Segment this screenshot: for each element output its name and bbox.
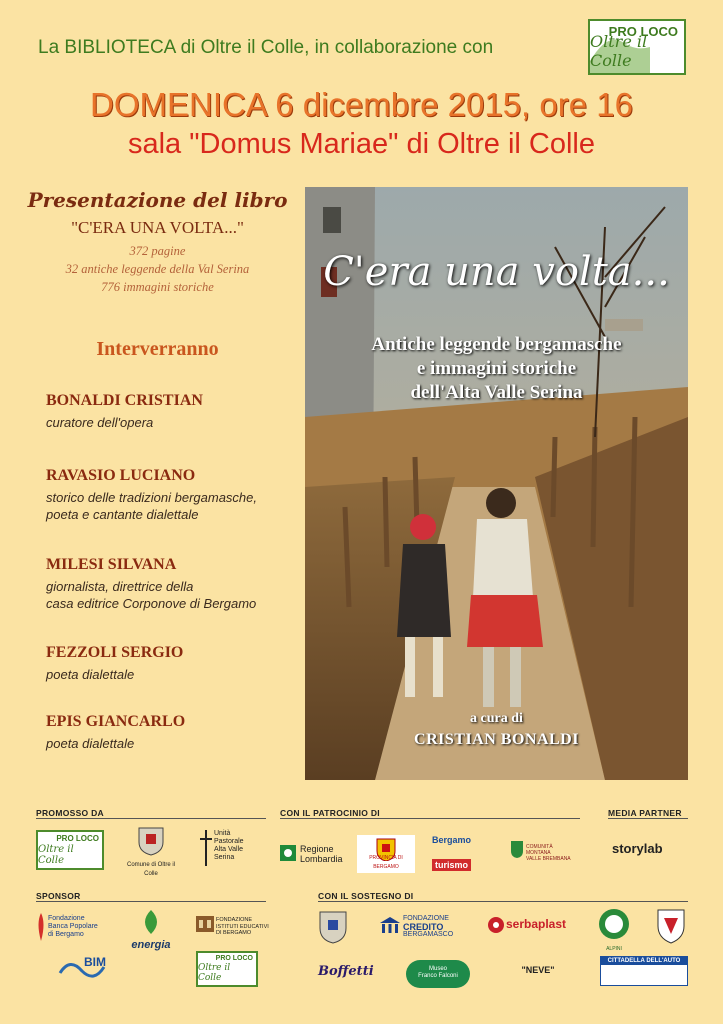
cover-subtitle-line: e immagini storiche bbox=[416, 358, 577, 379]
divider bbox=[36, 901, 266, 902]
speaker-role: giornalista, direttrice della bbox=[46, 579, 194, 594]
neve-logo: "NEVE" bbox=[521, 965, 555, 975]
regione-label: Regione bbox=[300, 844, 334, 854]
cover-author: CRISTIAN BONALDI bbox=[414, 731, 579, 748]
cittadella-label: CITTADELLA DELL'AUTO bbox=[601, 957, 687, 965]
cross-icon bbox=[200, 830, 212, 866]
istituti-label: ISTITUTI EDUCATIVI bbox=[216, 923, 269, 930]
pro-loco-label: PRO LOCO bbox=[215, 955, 253, 962]
cover-subtitle bbox=[305, 333, 688, 405]
coat-of-arms-icon bbox=[510, 840, 524, 858]
rose-camuna-icon bbox=[280, 845, 296, 861]
bpb-label: di Bergamo bbox=[48, 931, 84, 938]
turismo-logo bbox=[432, 836, 492, 873]
intro-line: La BIBLIOTECA di Oltre il Colle, in collaborazione con bbox=[38, 37, 494, 58]
divider bbox=[608, 818, 688, 819]
fcb-label: BERGAMASCO bbox=[403, 931, 454, 938]
leaf-icon bbox=[141, 910, 161, 934]
comunita-label: VALLE BREMBANA bbox=[526, 856, 571, 862]
alpini-badge-icon bbox=[598, 908, 630, 940]
pro-loco-logo bbox=[36, 830, 104, 870]
book-pages: 372 pagine bbox=[129, 244, 186, 258]
speaker-role: poeta dialettale bbox=[46, 736, 135, 751]
pro-loco-town: Oltre il Colle bbox=[198, 963, 231, 983]
alpini-label: ALPINI bbox=[606, 946, 622, 952]
turismo-label: Bergamo bbox=[432, 835, 472, 845]
museo-logo bbox=[406, 960, 470, 988]
temple-icon bbox=[380, 917, 400, 935]
badge-icon bbox=[488, 917, 504, 933]
book-title: "C'ERA UNA VOLTA..." bbox=[71, 218, 244, 237]
energia-label: energia bbox=[131, 939, 171, 951]
bpb-label: Fondazione bbox=[48, 915, 85, 922]
speaker-role: casa editrice Corponove di Bergamo bbox=[46, 596, 257, 611]
pro-loco-label: PRO LOCO bbox=[608, 24, 678, 39]
cover-title: C'era una volta... bbox=[323, 249, 670, 295]
speaker-role: poeta e cantante dialettale bbox=[46, 507, 199, 522]
coat-of-arms-icon bbox=[137, 824, 165, 856]
unita-label: Serina bbox=[214, 854, 235, 861]
speaker-role: poeta dialettale bbox=[46, 667, 135, 682]
pro-loco-label: PRO LOCO bbox=[56, 834, 99, 843]
comune-logo bbox=[318, 908, 348, 949]
turismo-badge: turismo bbox=[432, 859, 471, 871]
cover-edited-by: a cura di bbox=[470, 711, 523, 726]
media-heading: MEDIA PARTNER bbox=[608, 808, 682, 818]
event-date: DOMENICA 6 dicembre 2015, ore 16 bbox=[90, 86, 633, 123]
provincia-logo bbox=[357, 835, 415, 873]
energia-logo bbox=[124, 910, 178, 951]
cittadella-logo bbox=[600, 956, 688, 986]
istituti-label: FONDAZIONE bbox=[216, 917, 253, 923]
cover-subtitle-line: dell'Alta Valle Serina bbox=[410, 382, 583, 403]
pro-loco-logo bbox=[588, 19, 686, 75]
sostegno-heading: CON IL SOSTEGNO DI bbox=[318, 891, 414, 901]
speaker-name: RAVASIO LUCIANO bbox=[46, 467, 196, 484]
speaker-role: storico delle tradizioni bergamasche, bbox=[46, 490, 257, 505]
fcb-label: CREDITO bbox=[403, 922, 444, 932]
comunita-label: COMUNITÀ MONTANA bbox=[526, 844, 553, 856]
serbaplast-label: serbaplast bbox=[506, 917, 567, 931]
flame-icon bbox=[36, 913, 46, 941]
boffetti-logo: Boffetti bbox=[318, 964, 374, 979]
pro-loco-town: Oltre il Colle bbox=[590, 32, 648, 70]
provincia-label: PROVINCIA DI BERGAMO bbox=[369, 855, 403, 870]
pro-loco-town: Oltre il Colle bbox=[38, 844, 74, 866]
book-images: 776 immagini storiche bbox=[101, 280, 214, 294]
comune-logo bbox=[126, 824, 176, 879]
pro-loco-logo bbox=[196, 951, 258, 987]
building-icon bbox=[196, 916, 214, 932]
museo-label: Franco Falconi bbox=[418, 973, 458, 979]
coat-of-arms-icon bbox=[318, 908, 348, 944]
divider bbox=[36, 818, 266, 819]
divider bbox=[280, 818, 580, 819]
bim-logo bbox=[40, 953, 124, 985]
speakers-heading: Interverranno bbox=[96, 338, 219, 360]
sponsor-heading: SPONSOR bbox=[36, 891, 81, 901]
bim-label: BIM bbox=[84, 955, 106, 969]
promosso-heading: PROMOSSO DA bbox=[36, 808, 105, 818]
cover-subtitle-line: Antiche leggende bergamasche bbox=[371, 334, 622, 355]
storylab-logo: storylab bbox=[612, 841, 663, 856]
speaker-name: FEZZOLI SERGIO bbox=[46, 644, 184, 661]
book-legends: 32 antiche leggende della Val Serina bbox=[65, 262, 250, 276]
speaker-role: curatore dell'opera bbox=[46, 415, 154, 430]
bpb-label: Banca Popolare bbox=[48, 923, 98, 930]
speaker-name: MILESI SILVANA bbox=[46, 556, 177, 573]
event-venue: sala "Domus Mariae" di Oltre il Colle bbox=[127, 128, 596, 160]
unita-label: Pastorale bbox=[214, 838, 244, 845]
istituti-label: DI BERGAMO bbox=[216, 930, 252, 936]
divider bbox=[318, 901, 688, 902]
wave-icon bbox=[40, 953, 124, 985]
unita-label: Unità bbox=[214, 830, 231, 837]
shield-logo bbox=[656, 908, 686, 949]
shield-icon bbox=[656, 908, 686, 944]
museo-label: Museo bbox=[428, 966, 447, 972]
book-cover bbox=[305, 187, 688, 780]
presentation-heading: Presentazione del libro bbox=[27, 188, 288, 212]
patrocinio-heading: CON IL PATROCINIO DI bbox=[280, 808, 380, 818]
comune-label: Comune di Oltre il Colle bbox=[126, 862, 176, 877]
speaker-name: EPIS GIANCARLO bbox=[46, 713, 186, 730]
alpini-logo bbox=[596, 908, 632, 954]
fcb-label: FONDAZIONE bbox=[403, 915, 449, 922]
speaker-name: BONALDI CRISTIAN bbox=[46, 392, 203, 409]
unita-label: Alta Valle bbox=[214, 846, 244, 853]
regione-label: Lombardia bbox=[300, 854, 343, 864]
